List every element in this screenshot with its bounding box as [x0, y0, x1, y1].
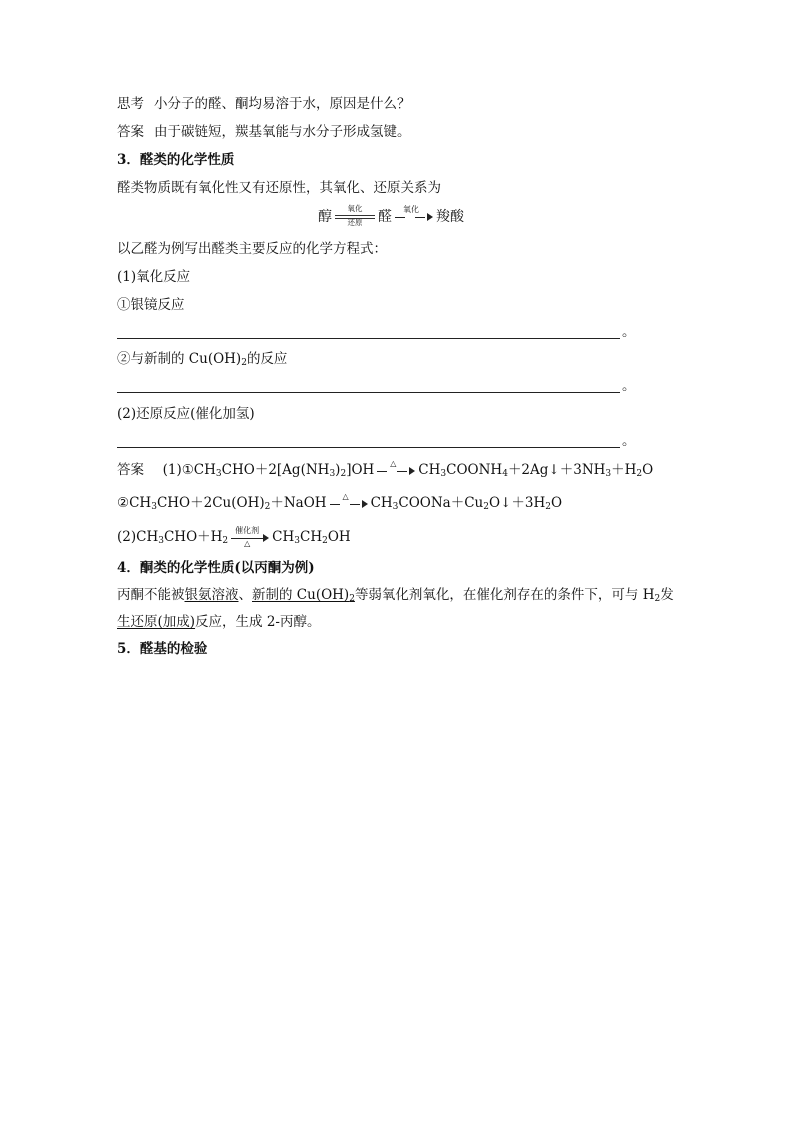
oxidation-arrow [395, 205, 433, 226]
answer-text-1: 由于碳链短，羰基氧能与水分子形成氢键。 [154, 124, 411, 140]
think-label: 思考 [117, 96, 144, 112]
equation-cuoh: $②CH_3CHO+2Cu(OH)_2+NaOH$ △ $CH_3COONa+Cu_2O↓+3H_2O$ [117, 491, 563, 512]
underline-reduction: 生还原(加成) [117, 614, 196, 630]
reduction-heading: (2)还原反应(催化加氢) [117, 406, 255, 422]
relation-aldehyde: 醛 [378, 209, 392, 225]
answer-line-1 [117, 123, 411, 141]
ketone-paragraph-line-1: 丙酮不能被银氨溶液、新制的 $Cu(OH)_2$等弱氧化剂氧化，在催化剂存在的条件下，可与 $H_2$发 [117, 587, 674, 604]
underline-silver-ammonia: 银氨溶液 [184, 587, 239, 603]
heat-arrow: △ [330, 495, 368, 513]
answer-blank-1[interactable] [117, 324, 637, 342]
relation-acid: 羧酸 [436, 209, 464, 225]
think-line [117, 95, 411, 113]
prompt-text: 以乙醛为例写出醛类主要反应的化学方程式： [117, 241, 387, 257]
equation-silver-mirror: 答案 $(1)①CH_3CHO+2[Ag(NH_3)_2]OH$ △ $CH_3COONH_4+2Ag↓+3NH_3+H_2O$ [117, 458, 654, 479]
section-3-heading: 3．醛类的化学性质 [117, 152, 235, 168]
equation-hydrogenation: $(2)CH_3CHO+H_2$ 催化剂 △ $CH_3CH_2OH$ [117, 525, 351, 548]
underline-fresh-cuoh: 新制的 $Cu(OH)_2$ [252, 587, 355, 604]
cuoh-heading: ②与新制的 $Cu(OH)_2$的反应 [117, 351, 288, 368]
ketone-paragraph-line-2: 生还原(加成)反应，生成 2-丙醇。 [117, 614, 321, 630]
section-5-heading: 5．醛基的检验 [117, 641, 208, 657]
oxidation-arrow-label: 氧化 [403, 205, 419, 214]
answer-label-1: 答案 [117, 124, 144, 140]
oxidation-heading: (1)氧化反应 [117, 269, 191, 285]
answer-blank-3[interactable] [117, 433, 637, 451]
catalyst-arrow: 催化剂 △ [231, 529, 269, 547]
reversible-bottom-label: 还原 [347, 218, 363, 227]
silver-mirror-heading: ①银镜反应 [117, 297, 185, 313]
section-4-heading: 4．酮类的化学性质(以丙酮为例) [117, 560, 315, 576]
relation-alcohol: 醇 [318, 209, 332, 225]
reversible-top-label: 氧化 [347, 204, 363, 213]
blank-period: 。 [622, 324, 636, 340]
reversible-arrow [333, 204, 377, 227]
blank-period: 。 [622, 378, 636, 394]
redox-relation [318, 204, 464, 227]
answer-label-2: 答案 [117, 462, 144, 478]
heat-arrow: △ [377, 462, 415, 480]
answer-blank-2[interactable] [117, 378, 637, 396]
intro-text: 醛类物质既有氧化性又有还原性，其氧化、还原关系为 [117, 180, 441, 196]
blank-period: 。 [622, 433, 636, 449]
think-question: 小分子的醛、酮均易溶于水，原因是什么？ [154, 96, 411, 112]
